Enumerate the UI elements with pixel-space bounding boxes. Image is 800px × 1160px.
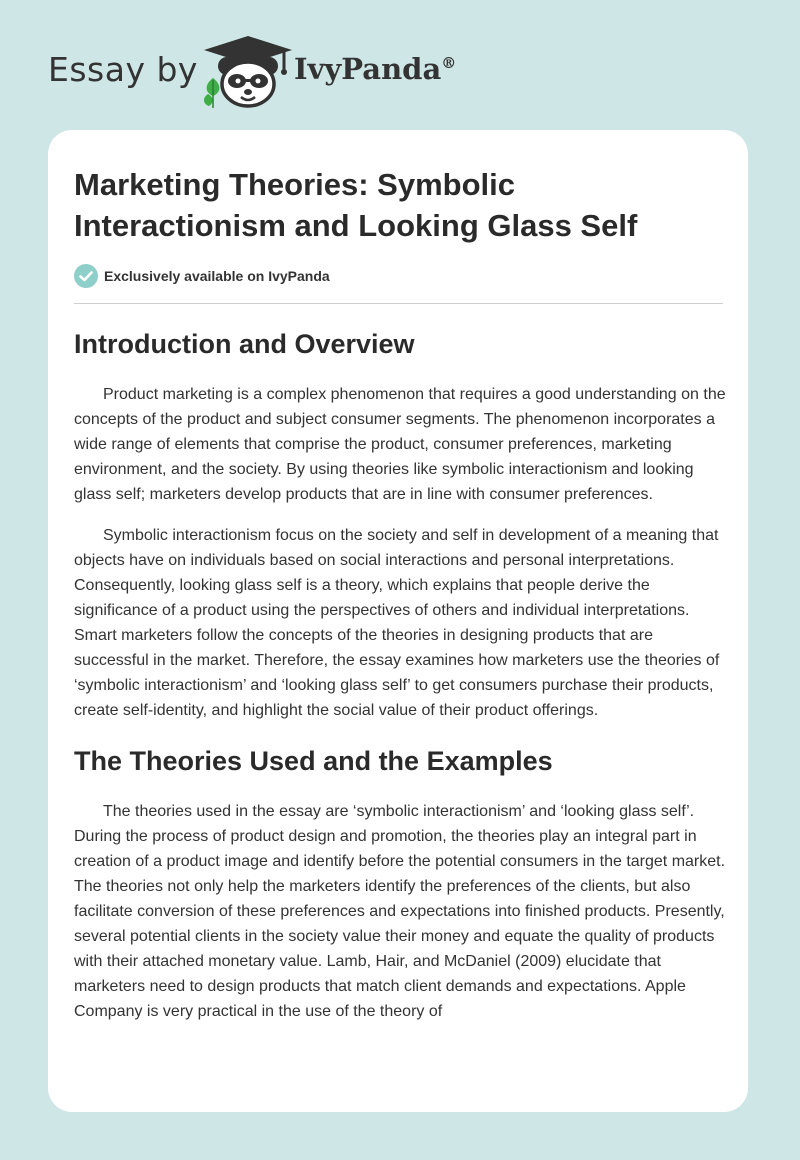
exclusive-badge <box>74 263 330 289</box>
exclusive-badge-text: Exclusively available on IvyPanda <box>104 268 330 284</box>
section-heading-theories: The Theories Used and the Examples <box>74 746 553 776</box>
title-divider <box>74 303 723 304</box>
essay-title: Marketing Theories: Symbolic Interactionism and Looking Glass Self <box>74 167 638 243</box>
check-circle-icon <box>74 264 98 288</box>
paragraph: Symbolic interactionism focus on the society and self in development of a meaning that objects have on individuals based on social interactions and personal interpretations. Consequently, looking glass self is a theory, which explains that people derive the significance of a product using the perspectives of others and individual interpretations. Smart marketers follow the concepts of the theories in designing products that are successful in the market. Therefore, the essay examines how marketers use the theories of ‘symbolic interactionism’ and ‘looking glass self’ to get consumers purchase their products, create self-identity, and highlight the social value of their product offerings. <box>74 527 720 719</box>
registered-mark: ® <box>441 54 457 72</box>
paragraph: The theories used in the essay are ‘symbolic interactionism’ and ‘looking glass self’. During the process of product design and promotion, the theories play an integral part in creation of a product image and identify before the potential consumers in the target market. The theories not only help the marketers identify the preferences of the clients, but also facilitate conversion of these preferences and expectations into finished products. Presently, several potential clients in the society value their money and equate the quality of products with their attached monetary value. Lamb, Hair, and McDaniel (2009) elucidate that marketers need to design products that match client demands and expectations. Apple Company is very practical in the use of the theory of <box>74 803 726 1020</box>
paragraph: Product marketing is a complex phenomenon that requires a good understanding on the concepts of the product and subject consumer segments. The phenomenon incorporates a wide range of elements that comprise the product, consumer preferences, marketing environment, and the society. By using theories like symbolic interactionism and looking glass self; marketers develop products that are in line with consumer preferences. <box>74 386 726 503</box>
essay-body <box>74 322 726 1040</box>
brand-name-text: IvyPanda <box>294 52 442 86</box>
essay-by-label: Essay by <box>48 50 198 89</box>
section-heading-introduction: Introduction and Overview <box>74 329 415 359</box>
ivypanda-logo[interactable] <box>200 32 296 110</box>
essay-card <box>48 130 748 1112</box>
ivy-leaf-icon <box>202 76 224 110</box>
brand-name[interactable] <box>294 52 456 86</box>
site-header <box>0 0 800 130</box>
